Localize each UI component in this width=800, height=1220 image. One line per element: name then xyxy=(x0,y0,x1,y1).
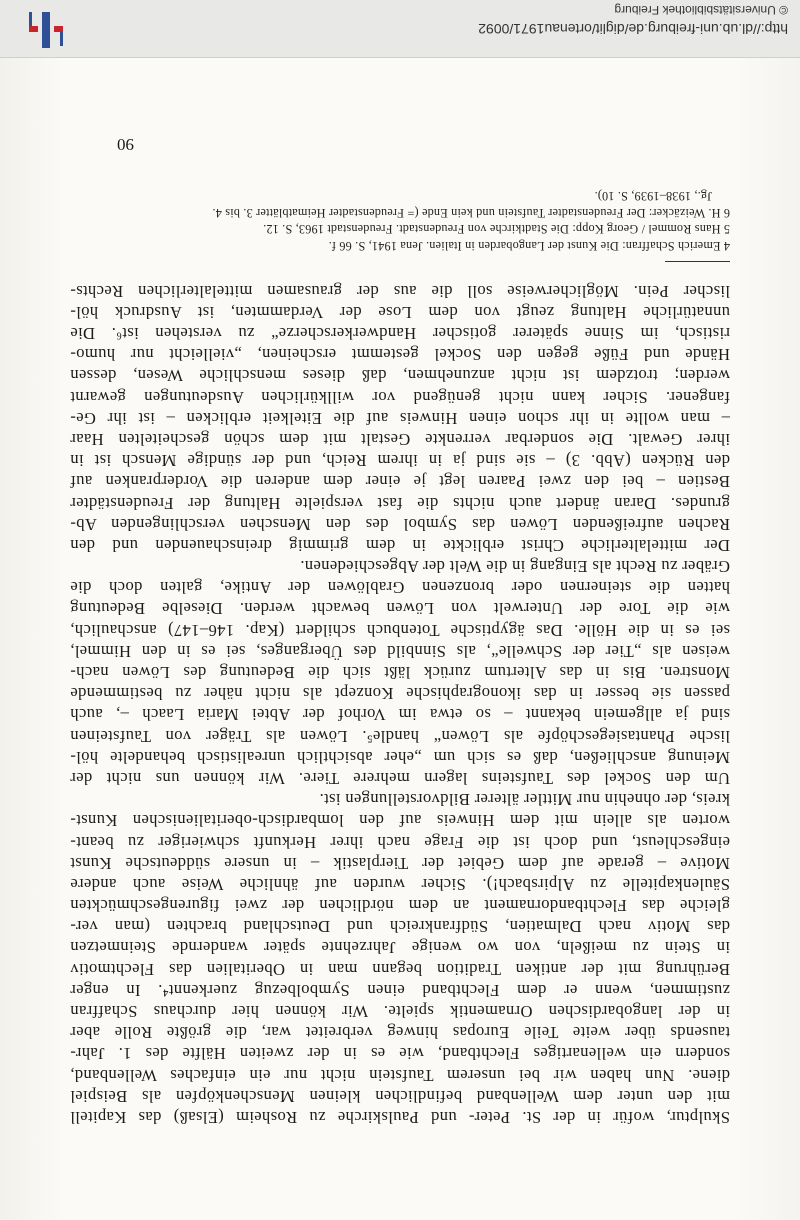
footnote-divider xyxy=(665,261,730,262)
text-line: sondern ein wellenartiges Flechtband, wie es in der zweiten Hälfte des 1. Jahr- xyxy=(70,1044,730,1064)
text-line: sei es in die Hölle. Das ägyptische Totenbuch schildert (Kap. 146–147) anschaulich, xyxy=(70,620,730,640)
footnotes xyxy=(70,188,730,254)
text-line: diene. Nun haben wir bei unserem Taufstein nicht nur ein einfaches Wellenband, xyxy=(70,1065,730,1085)
text-line: in Stein zu meißeln, von wo wenige Jahrzehnte später wandernde Steinmetzen xyxy=(70,938,730,958)
text-line: Monstren. Bis in das Altertum zurück läßt sich die Bedeutung des Löwen nach- xyxy=(70,663,730,683)
text-line: gleiche das Flechtbandornament an dem nördlichen der zwei figurengeschmückten xyxy=(70,896,730,916)
text-line: Motive – gerade auf dem Gebiet der Tierplastik – in unsere süddeutsche Kunst xyxy=(70,853,730,873)
text-line: tausends über weite Teile Europas hinweg verbreitet war, die größte Rolle aber xyxy=(70,1023,730,1043)
text-line: grundes. Daran ändert auch nichts die fast verspielte Haltung der Freudenstädter xyxy=(70,493,730,513)
text-line: Säulenkapitelle zu Alpirsbach!). Sicher wurden auf ähnliche Weise auch andere xyxy=(70,874,730,894)
ub-freiburg-logo-icon[interactable] xyxy=(17,6,77,52)
footnote: 6 H. Weizäcker: Der Freudenstadter Taufstein und kein Ende (= Freudenstadter Heimatblätter 3. bis 4. xyxy=(212,206,730,220)
text-line: eingeschleust, und doch ist die Frage nach ihrer Herkunft schwieriger zu beant- xyxy=(70,832,730,852)
text-line: fangener. Sicher kann nicht genügend vor willkürlichen Ausdeutungen gewarnt xyxy=(70,387,730,407)
text-line: Der mittelalterliche Christ erblickte in dem grimmig dreinschauenden und den xyxy=(70,535,730,555)
text-line: sind ja allgemein bekannt – so etwa im Vorhof der Abtei Maria Laach –, auch xyxy=(70,705,730,725)
text-line: das Motiv nach Dalmatien, Südfrankreich und Deutschland brachten (man ver- xyxy=(70,917,730,937)
text-line: Meinung anschließen, daß es sich um „eher absichtlich unrealistisch behandelte höl- xyxy=(70,747,730,767)
text-line: weisen als „Tier der Schwelle“, als Sinnbild des Überganges, sei es in den Himmel, xyxy=(70,641,730,661)
footnote: 5 Hans Rommel / Georg Kopp: Die Stadtkirche von Freudenstadt. Freudenstadt 1963, S. 12. xyxy=(262,222,730,237)
text-line: werden; trotzdem ist nicht anzunehmen, daß dieses menschliche Wesen, dessen xyxy=(70,366,730,386)
text-line: Gräber zu Recht als Eingang in die Welt der Abgeschiedenen. xyxy=(299,557,730,577)
text-line: ristisch, im Sinne späterer gotischer Handwerkerscherze“ zu verstehen ist⁶. Die xyxy=(70,324,730,344)
text-line: – man wollte in ihr schon einen Hinweis auf die Eitelkeit erblicken – ist ihr Ge- xyxy=(70,408,730,428)
footnote: 4 Emerich Schaffran: Die Kunst der Langobarden in Italien. Jena 1941, S. 66 f. xyxy=(328,239,730,253)
copyright-notice: © Universitätsbibliothek Freiburg xyxy=(614,3,788,17)
text-line: passen sie besser in das ikonographische Konzept als nicht näher zu bestimmende xyxy=(70,684,730,704)
text-line: Bestien – bei den zwei Paaren legt je einer dem anderen die Vorderpranken auf xyxy=(70,472,730,492)
text-line: Um den Sockel des Taufsteins lagern mehrere Tiere. Wir können uns nicht der xyxy=(70,769,730,788)
text-line: worten als allein mit dem Hinweis auf den lombardisch-oberitalienischen Kunst- xyxy=(70,811,730,831)
text-line: in der langobardischen Ornamentik spielte. Wir können hier durchaus Schaffran xyxy=(70,1002,730,1022)
text-line: kreis, der ohnehin nur Mittler älterer Bildvorstellungen ist. xyxy=(319,790,730,810)
page-number: 90 xyxy=(117,135,134,154)
text-line: Hände und Füße gegen den Sockel gestemmt erscheinen, „vielleicht nur humo- xyxy=(70,345,730,365)
body-text xyxy=(70,281,730,1129)
text-line: hatten die steinernen oder bronzenen Grablöwen der Antike, galten doch die xyxy=(70,578,730,598)
text-line: zustimmen, wenn er dem Flechtband einen Symbolbezug zuerkennt⁴. In enger xyxy=(70,980,730,1000)
permalink-url[interactable]: http://dl.ub.uni-freiburg.de/diglit/ortenau1971/0092 xyxy=(478,21,788,37)
text-line: lische Phantasiegeschöpfe als Löwen“ handle⁵. Löwen als Träger von Taufsteinen xyxy=(70,726,730,746)
text-line: mit den unter dem Wellenband befindlichen kleinen Menschenköpfen als Beispiel xyxy=(70,1086,730,1106)
text-line: lischer Pein. Möglicherweise soll die aus der grausamen mittelalterlichen Rechts- xyxy=(70,281,730,301)
text-line: unnatürliche Haltung zeugt von dem Lose der Verdammten, ist Ausdruck höl- xyxy=(70,302,730,322)
text-line: den Rücken (Abb. 3) – sie sind ja in ihrem Reich, und der sündige Mensch ist in xyxy=(70,451,730,471)
text-line: Berührung mit der antiken Tradition begann man in Oberitalien das Flechtmotiv xyxy=(70,959,730,979)
footnote: Jg., 1938–1939, S. 10). xyxy=(594,189,712,204)
text-line: ihrer Gewalt. Die sonderbar verrenkte Gestalt mit dem schön gescheitelten Haar xyxy=(70,430,730,449)
text-line: Rachen aufreißenden Löwen das Symbol des den Menschen verschlingenden Ab- xyxy=(70,514,730,534)
text-line: wie die Tore der Unterwelt von Löwen bewacht werden. Dieselbe Bedeutung xyxy=(70,599,730,619)
text-line: Skulptur, wofür in der St. Peter- und Paulskirche zu Rosheim (Elsaß) das Kapitell xyxy=(70,1108,730,1127)
